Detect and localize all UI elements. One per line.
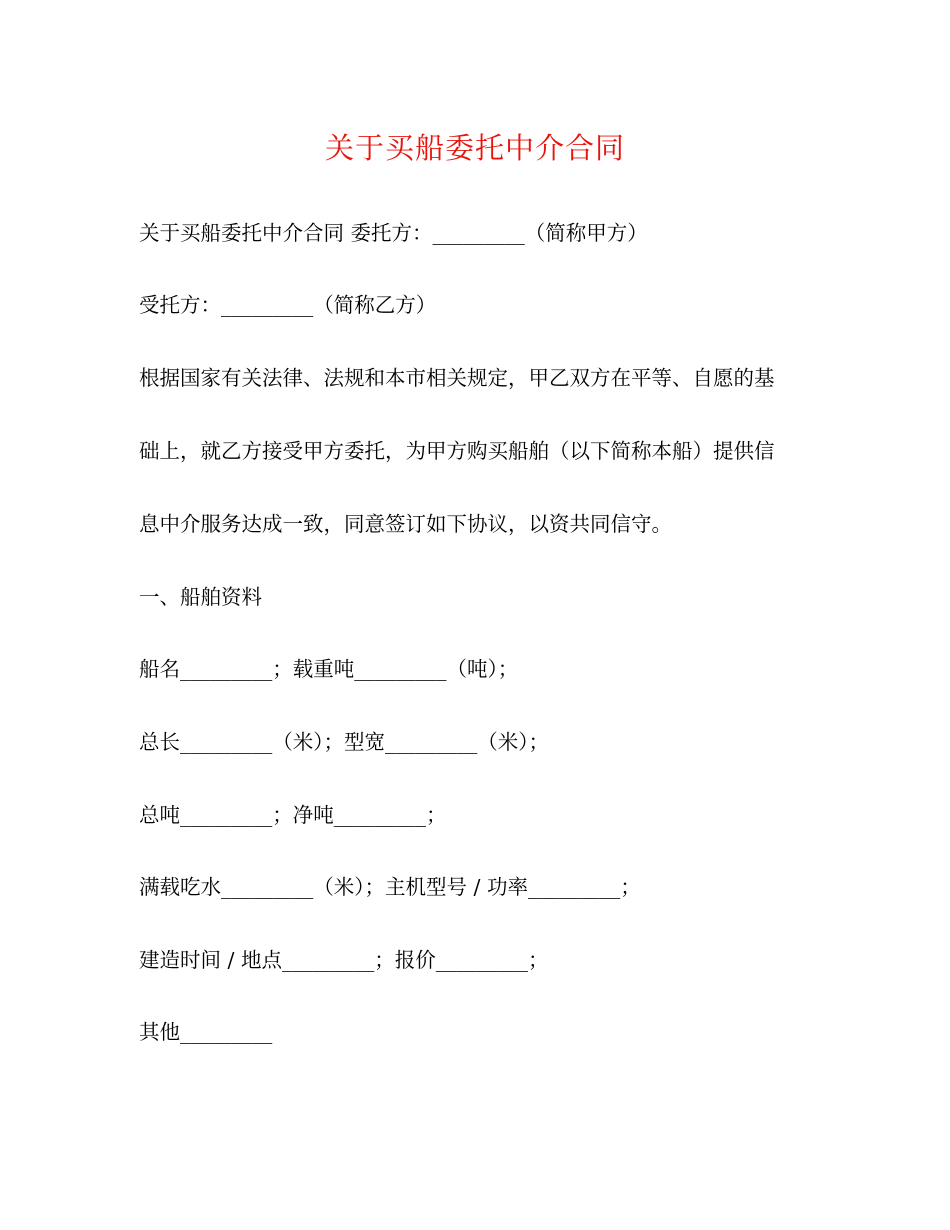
field-draft-engine: 满载吃水_________（米）；主机型号 / 功率_________； (139, 875, 641, 899)
field-other: 其他_________ (139, 1020, 273, 1044)
paragraph-parties-client: 关于买船委托中介合同 委托方：_________（简称甲方） (139, 221, 648, 245)
field-ship-name-deadweight: 船名_________；载重吨_________（吨）； (139, 657, 519, 681)
paragraph-preamble-line-3: 息中介服务达成一致，同意签订如下协议，以资共同信守。 (139, 512, 672, 536)
section-heading-ship-info: 一、船舶资料 (139, 585, 262, 609)
field-gross-net-tonnage: 总吨_________；净吨_________； (139, 803, 447, 827)
field-build-price: 建造时间 / 地点_________；报价_________； (139, 948, 549, 972)
document-title: 关于买船委托中介合同 (324, 131, 625, 165)
paragraph-preamble-line-1: 根据国家有关法律、法规和本市相关规定，甲乙双方在平等、自愿的基 (139, 366, 775, 390)
paragraph-preamble-line-2: 础上，就乙方接受甲方委托，为甲方购买船舶（以下简称本船）提供信 (139, 439, 775, 463)
field-length-breadth: 总长_________（米）；型宽_________（米）； (139, 730, 549, 754)
paragraph-parties-agent: 受托方：_________（简称乙方） (139, 293, 437, 317)
